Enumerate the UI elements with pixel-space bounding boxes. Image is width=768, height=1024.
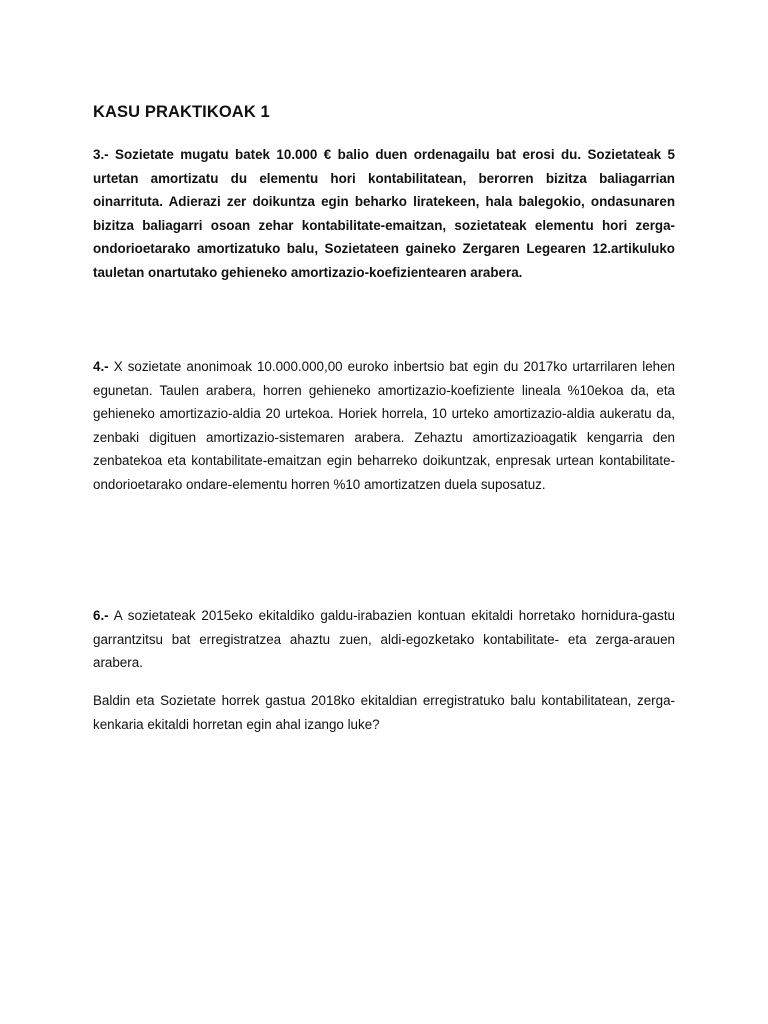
exercise-4 — [93, 355, 675, 497]
exercise-3-number: 3.- — [93, 147, 109, 162]
exercise-6 — [93, 604, 675, 675]
exercise-3-text: Sozietate mugatu batek 10.000 € balio duen ordenagailu bat erosi du. Sozietateak 5 urtetan amortizatu du elementu hori kontabilitatean, berorren bizitza baliagarrian oinarrituta. Adierazi zer doikuntza egin beharko liratekeen, hala balegokio, ondasunaren bizitza baliagarri osoan zehar kontabilitate-emaitzan, sozietateak elementu hori zerga-ondorioetarako amortizatuko balu, Sozietateen gaineko Zergaren Legearen 12.artikuluko tauletan onartutako gehieneko amortizazio-koefizientearen arabera. — [93, 147, 675, 280]
exercise-4-number: 4.- — [93, 359, 109, 374]
exercise-6-number: 6.- — [93, 608, 109, 623]
exercise-4-text: X sozietate anonimoak 10.000.000,00 euroko inbertsio bat egin du 2017ko urtarrilaren lehen egunetan. Taulen arabera, horren gehieneko amortizazio-koefiziente lineala %10ekoa da, eta gehieneko amortizazio-aldia 20 urtekoa. Horiek horrela, 10 urteko amortizazio-aldia aukeratu da, zenbaki digituen amortizazio-sistemaren arabera. Zehaztu amortizazioagatik kengarria den zenbatekoa eta kontabilitate-emaitzan egin beharreko doikuntzak, enpresak urtean kontabilitate- ondorioetarako ondare-elementu horren %10 amortizatzen duela suposatuz. — [93, 359, 675, 492]
document-title: KASU PRAKTIKOAK 1 — [93, 103, 270, 121]
exercise-6-text: A sozietateak 2015eko ekitaldiko galdu-irabazien kontuan ekitaldi horretako hornidura-gastu garrantzitsu bat erregistratzea ahaztu zuen, aldi-egozketako kontabilitate- eta zerga-arauen arabera. — [93, 608, 675, 671]
exercise-3 — [93, 143, 675, 285]
exercise-6-followup: Baldin eta Sozietate horrek gastua 2018ko ekitaldian erregistratuko balu kontabilitatean, zerga- kenkaria ekitaldi horretan egin ahal izango luke? — [93, 693, 675, 732]
